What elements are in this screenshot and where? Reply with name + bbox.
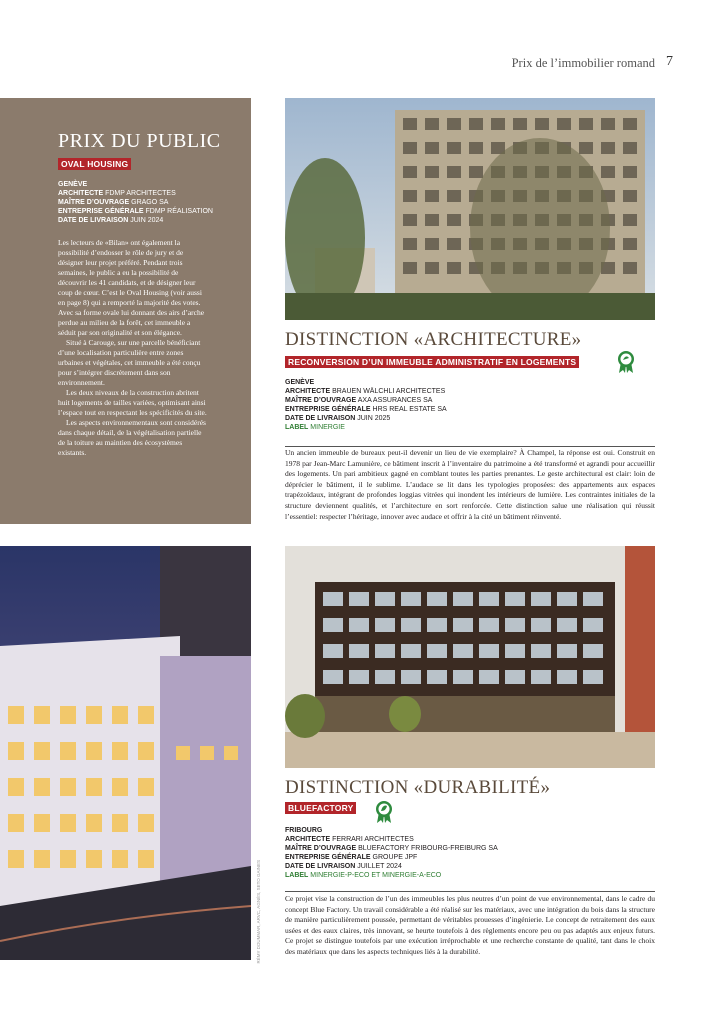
contractor-value: FDMP RÉALISATION — [145, 208, 213, 215]
architecture-meta — [285, 378, 447, 432]
location: FRIBOURG — [285, 827, 323, 834]
delivery-value: JUIN 2024 — [130, 217, 164, 224]
delivery-label: DATE DE LIVRAISON — [285, 863, 356, 870]
architecture-text: Un ancien immeuble de bureaux peut-il devenir un lieu de vie exemplaire? À Champel, la réponse est oui. Construit en 1978 par Jean-Marc Lamunière, ce bâtiment inscrit à l’inventaire du patrimoine a été transformé et agrandi pour accueillir des logements. Un pari ambitieux gagné en comblant toutes les parties prenantes. Le geste architectural est clair: loin de déprécier le bâtiment, il le sublime. L’audace se lit dans les typologies proposées: des appartements aux espaces trapézoïdaux, intégrant de profondes loggias vitrées qui inondent les intérieurs de lumière. Les contraintes initiales de la structure deviennent qualités, et l’architecture en sort renforcée. Cette distinction salue une réalisation qui réussit l’essentiel: respecter l’héritage, innover avec audace et offrir à la cité un bâtiment réinventé. — [285, 448, 655, 521]
public-prize-project-tag: OVAL HOUSING — [58, 158, 131, 170]
owner-value: BLUEFACTORY FRIBOURG-FREIBURG SA — [358, 845, 498, 852]
divider — [285, 891, 655, 892]
architect-label: ARCHITECTE — [285, 388, 331, 395]
oval-housing-photo — [0, 546, 251, 960]
owner-value: GRAGO SA — [131, 199, 169, 206]
page-number: 7 — [666, 54, 673, 69]
contractor-value: GROUPE JPF — [372, 854, 418, 861]
architect-value: BRAUEN WÄLCHLI ARCHITECTES — [332, 388, 446, 395]
leaf-award-icon — [374, 800, 394, 824]
contractor-value: HRS REAL ESTATE SA — [372, 406, 447, 413]
architecture-project-tag: RECONVERSION D’UN IMMEUBLE ADMINISTRATIF EN LOGEMENTS — [285, 356, 579, 368]
contractor-label: ENTREPRISE GÉNÉRALE — [285, 406, 371, 413]
architect-value: FDMP ARCHITECTES — [105, 190, 176, 197]
sustainability-text: Ce projet vise la construction de l’un des immeubles les plus neutres d’un point de vue environnemental, dans le cadre du concept Blue Factory. Un travail considérable a été réalisé sur les matériaux, avec une intégration du bois dans la structure de manière particulièrement poussée, permettant de véritables prouesses d’ingénierie. Le concept de retraitement des eaux usées et des eaux claires, très innovant, se heurte toutefois à des règlements encore peu ou pas adaptés aux enjeux futurs. Ce projet se distingue toutefois par une exécution irréprochable et une recherche constante de qualité, tant dans le choix des matériaux que dans les aspects techniques liés à la durabilité. — [285, 894, 655, 956]
delivery-label: DATE DE LIVRAISON — [285, 415, 356, 422]
location: GENÈVE — [285, 379, 315, 386]
owner-label: MAÎTRE D’OUVRAGE — [58, 199, 130, 206]
label-value: MINERGIE-P-ECO ET MINERGIE-A-ECO — [310, 872, 442, 879]
architect-label: ARCHITECTE — [58, 190, 104, 197]
delivery-value: JUIN 2025 — [357, 415, 391, 422]
architect-label: ARCHITECTE — [285, 836, 331, 843]
owner-label: MAÎTRE D’OUVRAGE — [285, 845, 357, 852]
owner-value: AXA ASSURANCES SA — [357, 397, 433, 404]
sustainability-meta — [285, 826, 498, 880]
paragraph: Les aspects environnementaux sont considérés dans chaque détail, de la végétalisation partielle de la toiture au maintien des écosystèmes existants. — [58, 418, 206, 457]
label-value: MINERGIE — [310, 424, 345, 431]
award-ribbon-icon — [616, 350, 636, 374]
bluefactory-photo — [285, 546, 655, 768]
contractor-label: ENTREPRISE GÉNÉRALE — [58, 208, 144, 215]
label-label: LABEL — [285, 872, 309, 879]
photo-credit: RÉMY DOUMMAR, ARVC, AGNÈS, SETO GAINES — [256, 860, 261, 964]
architecture-title: DISTINCTION «ARCHITECTURE» — [285, 329, 582, 350]
architecture-building-photo — [285, 98, 655, 320]
location: GENÈVE — [58, 181, 88, 188]
delivery-label: DATE DE LIVRAISON — [58, 217, 129, 224]
owner-label: MAÎTRE D’OUVRAGE — [285, 397, 357, 404]
public-prize-meta — [58, 180, 213, 225]
public-prize-body — [58, 238, 208, 458]
label-label: LABEL — [285, 424, 309, 431]
running-title: Prix de l’immobilier romand — [511, 56, 655, 70]
paragraph: Situé à Carouge, sur une parcelle bénéficiant d’une localisation particulière entre zones urbaines et végétales, cet immeuble a été conçu pour s’intégrer discrètement dans son environnement. — [58, 338, 201, 387]
divider — [285, 446, 655, 447]
paragraph: Les lecteurs de «Bilan» ont également la possibilité d’endosser le rôle de jury et de désigner leur projet préféré. Pendant trois semaines, le public a eu la possibilité de découvrir les 41 candidats, et de désigner leur coup de cœur. C’est le Oval Housing (voir aussi en page 8) qui a remporté la majorité des votes. Avec sa forme ovale lui donnant des airs d’arche perdue au milieu de la forêt, cet immeuble a séduit par son originalité et son élégance. — [58, 238, 205, 337]
contractor-label: ENTREPRISE GÉNÉRALE — [285, 854, 371, 861]
sustainability-title: DISTINCTION «DURABILITÉ» — [285, 777, 551, 798]
sustainability-project-tag: BLUEFACTORY — [285, 802, 356, 814]
public-prize-title: PRIX DU PUBLIC — [58, 130, 221, 152]
delivery-value: JUILLET 2024 — [357, 863, 402, 870]
paragraph: Les deux niveaux de la construction abritent huit logements de tailles variées, optimisant ainsi l’espace tout en respectant les spécificités du site. — [58, 388, 207, 417]
architect-value: FERRARI ARCHITECTES — [332, 836, 414, 843]
